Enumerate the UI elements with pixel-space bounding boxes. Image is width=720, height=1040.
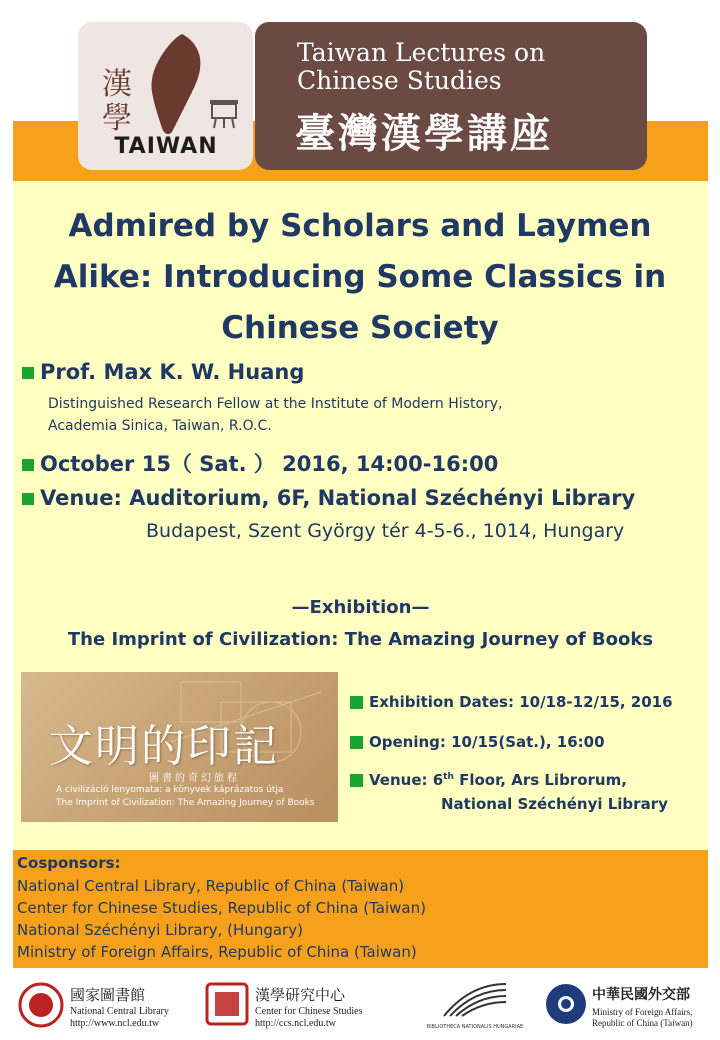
green-bullet-icon (350, 696, 363, 709)
cosponsor-item: Center for Chinese Studies, Republic of China (Taiwan) (17, 899, 426, 917)
ncl-zh-name: 國家圖書館 (70, 986, 146, 1004)
lecture-address: Budapest, Szent György tér 4-5-6., 1014, Hungary (146, 520, 625, 542)
ccs-en-name: Center for Chinese Studies (255, 1006, 363, 1017)
logo-han-chars: 漢學 (102, 67, 132, 136)
affiliation-line1: Distinguished Research Fellow at the Institute of Modern History, (48, 396, 503, 412)
ncl-seal-icon (18, 982, 64, 1028)
cosponsor-item: National Széchényi Library, (Hungary) (17, 921, 303, 939)
green-bullet-icon (22, 367, 34, 379)
green-bullet-icon (22, 459, 34, 471)
lecture-date: October 15（ Sat. ） 2016, 14:00-16:00 (40, 452, 499, 476)
series-title-en (297, 39, 637, 95)
green-bullet-icon (350, 774, 363, 787)
cosponsor-item: National Central Library, Republic of China (Taiwan) (17, 877, 405, 895)
nszl-logo-block (420, 978, 530, 1036)
lecture-title-line3: Chinese Society (221, 310, 499, 346)
ncl-logo-block (18, 978, 198, 1036)
green-bullet-icon (22, 493, 34, 505)
taiwan-island-icon (138, 32, 208, 137)
date-line (22, 448, 498, 478)
cosponsors-panel (13, 850, 708, 968)
exhibition-opening (350, 733, 605, 751)
banner-zh-subtitle: 圖書的奇幻旅程 (149, 773, 240, 784)
banner-en-title: The Imprint of Civilization: The Amazing Journey of Books (56, 798, 315, 808)
speaker-line (22, 360, 304, 384)
ncl-url: http://www.ncl.edu.tw (70, 1018, 160, 1029)
mofa-emblem-icon (544, 982, 588, 1026)
lecture-title-line1: Admired by Scholars and Laymen (68, 208, 652, 244)
cosponsors-heading: Cosponsors: (17, 854, 121, 872)
series-title-zh: 臺灣漢學講座 (295, 110, 553, 157)
ncl-en-name: National Central Library (70, 1006, 169, 1017)
nszl-book-icon (440, 980, 510, 1020)
ccs-seal-icon (205, 982, 249, 1026)
exhibition-venue-prefix: Venue: 6 (369, 771, 444, 789)
logo-taiwan-word: TAIWAN (114, 134, 218, 159)
mofa-logo-block (544, 978, 714, 1036)
nszl-text: BIBLIOTHECA NATIONALIS HUNGARIAE (426, 1024, 524, 1030)
venue-line (22, 486, 635, 510)
mofa-en-line2: Republic of China (Taiwan) (592, 1018, 693, 1028)
lecture-venue: Venue: Auditorium, 6F, National Széchényi Library (40, 486, 636, 510)
han-xue-taiwan-logo (78, 22, 253, 170)
exhibition-heading: —Exhibition— (291, 597, 430, 618)
banner-hu-title: A civilizáció lenyomata: a könyvek káprázatos útja (56, 785, 284, 795)
bronze-vessel-icon (206, 94, 242, 130)
exhibition-dates (350, 693, 673, 711)
series-title-en-line1: Taiwan Lectures on (297, 38, 546, 67)
exhibition-venue-line2: National Széchényi Library (441, 795, 668, 813)
exhibition-banner-image (21, 672, 338, 822)
series-title-en-line2: Chinese Studies (297, 66, 502, 95)
ccs-logo-block (205, 978, 390, 1036)
green-bullet-icon (350, 736, 363, 749)
ccs-zh-name: 漢學研究中心 (255, 986, 346, 1004)
lecture-title-line2: Alike: Introducing Some Classics in (53, 259, 667, 295)
lecture-title (40, 201, 680, 354)
exhibition-venue (350, 771, 627, 789)
cosponsor-item: Ministry of Foreign Affairs, Republic of China (Taiwan) (17, 943, 417, 961)
exhibition-venue-sup: th (443, 772, 454, 782)
affiliation-line2: Academia Sinica, Taiwan, R.O.C. (48, 418, 272, 434)
exhibition-dates-text: Exhibition Dates: 10/18-12/15, 2016 (369, 693, 673, 711)
mofa-zh-name: 中華民國外交部 (592, 987, 690, 1003)
series-title-box (255, 22, 647, 170)
exhibition-venue-rest: Floor, Ars Librorum, (453, 771, 627, 789)
banner-zh-title: 文明的印記 (49, 721, 279, 772)
exhibition-opening-text: Opening: 10/15(Sat.), 16:00 (369, 733, 605, 751)
ccs-url: http://ccs.ncl.edu.tw (255, 1018, 336, 1029)
mofa-en-line1: Ministry of Foreign Affairs, (592, 1007, 693, 1017)
exhibition-title: The Imprint of Civilization: The Amazing Journey of Books (67, 629, 654, 650)
speaker-name: Prof. Max K. W. Huang (40, 360, 305, 384)
